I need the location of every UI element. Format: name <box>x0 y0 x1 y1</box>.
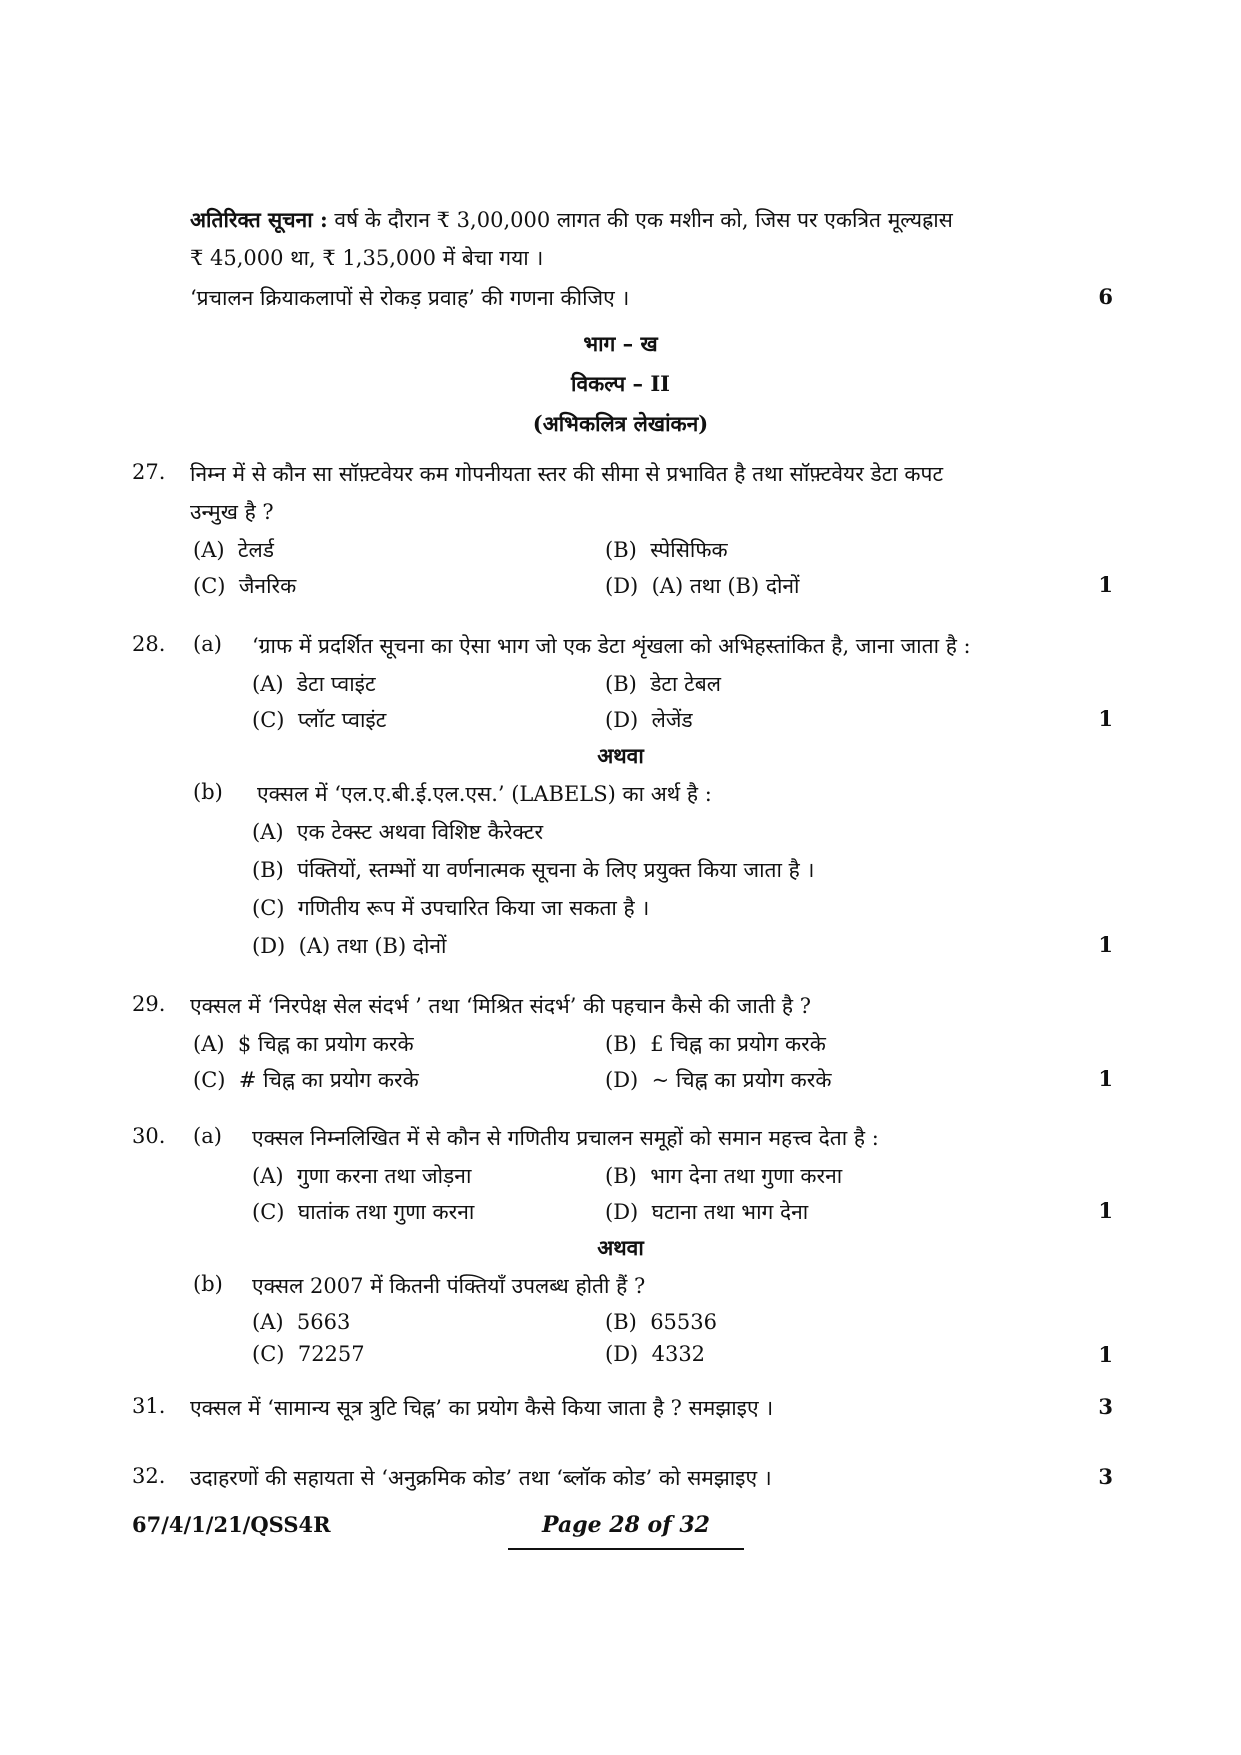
question-text: एक्सल 2007 में कितनी पंक्तियाँ उपलब्ध होती हैं ? <box>252 1274 646 1298</box>
option-item: (A) गुणा करना तथा जोड़ना <box>252 1164 472 1188</box>
or-divider: अथवा <box>597 743 644 768</box>
option-item: (A) डेटा प्वाइंट <box>252 672 376 696</box>
option-item: (B) स्पेसिफिक <box>605 538 728 562</box>
option-item: (D) 4332 <box>605 1342 706 1366</box>
option-item: (A) $ चिह्न का प्रयोग करके <box>193 1032 414 1056</box>
option-item: (A) 5663 <box>252 1310 351 1334</box>
option-item: (D) घटाना तथा भाग देना <box>605 1200 809 1224</box>
paper-code: 67/4/1/21/QSS4R <box>132 1512 331 1537</box>
marks: 1 <box>1098 1066 1113 1091</box>
option-item: (D) ~ चिह्न का प्रयोग करके <box>605 1068 832 1092</box>
option-item: (C) गणितीय रूप में उपचारित किया जा सकता है । <box>252 896 650 920</box>
additional-info-label: अतिरिक्त सूचना : <box>190 207 328 232</box>
option-item: (D) (A) तथा (B) दोनों <box>605 574 800 598</box>
option-item: (C) # चिह्न का प्रयोग करके <box>193 1068 419 1092</box>
page-number-underline <box>508 1548 744 1550</box>
question-number: 31. <box>132 1394 166 1418</box>
option-item: (C) जैनरिक <box>193 574 297 598</box>
page-number: Page 28 of 32 <box>542 1512 710 1538</box>
section-title: (अभिकलित्र लेखांकन) <box>532 411 709 436</box>
additional-info-line-2: ₹ 45,000 था, ₹ 1,35,000 में बेचा गया । <box>190 246 544 270</box>
option-item: (B) 65536 <box>605 1310 717 1334</box>
marks: 1 <box>1098 572 1113 597</box>
marks: 6 <box>1098 284 1113 309</box>
marks: 3 <box>1098 1464 1113 1489</box>
question-text: उदाहरणों की सहायता से ‘अनुक्रमिक कोड’ तथा ‘ब्लॉक कोड’ को समझाइए । <box>190 1466 772 1490</box>
option-item: (D) (A) तथा (B) दोनों <box>252 934 447 958</box>
option-item: (C) प्लॉट प्वाइंट <box>252 708 387 732</box>
marks: 1 <box>1098 932 1113 957</box>
additional-info-line-1 <box>190 206 953 234</box>
instruction-line: ‘प्रचालन क्रियाकलापों से रोकड़ प्रवाह’ की गणना कीजिए । <box>190 286 630 310</box>
marks: 3 <box>1098 1394 1113 1419</box>
marks: 1 <box>1098 1198 1113 1223</box>
option-item: (B) पंक्तियों, स्तम्भों या वर्णनात्मक सूचना के लिए प्रयुक्त किया जाता है । <box>252 858 815 882</box>
question-number: 29. <box>132 992 166 1016</box>
question-number: 28. <box>132 632 166 656</box>
option-item: (B) £ चिह्न का प्रयोग करके <box>605 1032 826 1056</box>
option-item: (A) एक टेक्स्ट अथवा विशिष्ट कैरेक्टर <box>252 820 544 844</box>
question-text: निम्न में से कौन सा सॉफ़्टवेयर कम गोपनीयता स्तर की सीमा से प्रभावित है तथा सॉफ़्टवेयर डेटा कपट <box>190 462 944 486</box>
option-item: (B) भाग देना तथा गुणा करना <box>605 1164 843 1188</box>
additional-info-text: वर्ष के दौरान ₹ 3,00,000 लागत की एक मशीन को, जिस पर एकत्रित मूल्यह्रास <box>334 208 953 232</box>
section-part: भाग – ख <box>583 331 658 356</box>
question-text: एक्सल में ‘एल.ए.बी.ई.एल.एस.’ (LABELS) का अर्थ है : <box>257 782 712 806</box>
sub-question-label: (a) <box>193 632 222 656</box>
question-text: एक्सल में ‘निरपेक्ष सेल संदर्भ ’ तथा ‘मिश्रित संदर्भ’ की पहचान कैसे की जाती है ? <box>190 994 811 1018</box>
option-item: (C) 72257 <box>252 1342 365 1366</box>
question-text: एक्सल निम्नलिखित में से कौन से गणितीय प्रचालन समूहों को समान महत्त्व देता है : <box>252 1126 879 1150</box>
question-text: ‘ग्राफ में प्रदर्शित सूचना का ऐसा भाग जो एक डेटा शृंखला को अभिहस्तांकित है, जाना जाता है : <box>252 634 971 658</box>
question-text: उन्मुख है ? <box>190 500 274 524</box>
question-number: 30. <box>132 1124 166 1148</box>
section-option: विकल्प – II <box>571 371 670 396</box>
sub-question-label: (b) <box>193 780 223 804</box>
option-item: (D) लेजेंड <box>605 708 693 732</box>
question-number: 32. <box>132 1464 166 1488</box>
option-item: (C) घातांक तथा गुणा करना <box>252 1200 475 1224</box>
marks: 1 <box>1098 706 1113 731</box>
question-number: 27. <box>132 460 166 484</box>
question-text: एक्सल में ‘सामान्य सूत्र त्रुटि चिह्न’ का प्रयोग कैसे किया जाता है ? समझाइए । <box>190 1396 774 1420</box>
option-item: (B) डेटा टेबल <box>605 672 721 696</box>
option-item: (A) टेलर्ड <box>193 538 274 562</box>
marks: 1 <box>1098 1342 1113 1367</box>
sub-question-label: (b) <box>193 1272 223 1296</box>
or-divider: अथवा <box>597 1235 644 1260</box>
sub-question-label: (a) <box>193 1124 222 1148</box>
